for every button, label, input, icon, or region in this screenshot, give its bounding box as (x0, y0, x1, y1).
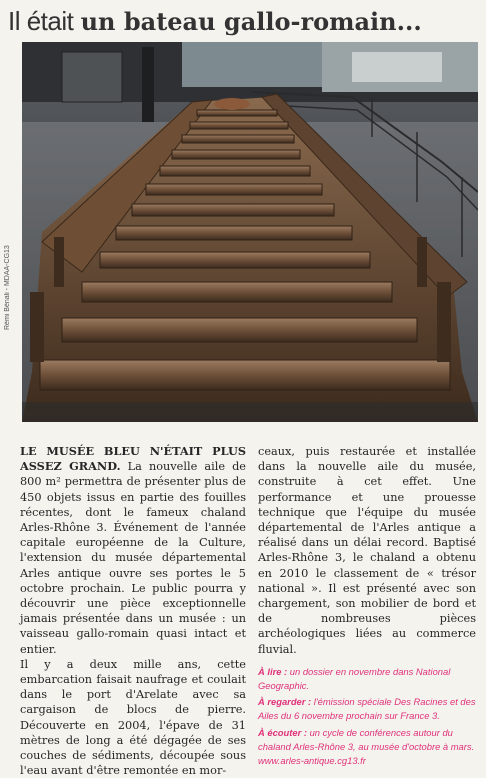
note-listen (258, 726, 476, 769)
notes-box (258, 665, 476, 768)
paragraph-1-text: La nouvelle aile de 800 m² permettra de présenter plus de 450 objets issus en partie des fouilles récentes, dont le fameux chaland Arles-Rhône 3. Événement de l'année capitale européenne de la Culture, l'extension du musée départemental Arles antique ouvre ses portes le 5 octobre prochain. Le public pourra y découvrir une pièce exceptionnelle jamais présentée dans un musée : un vaisseau gallo-romain quasi intact et entier. (20, 460, 246, 656)
headline-bold: un bateau gallo-romain... (80, 7, 422, 36)
note-read-label: À lire : (258, 665, 288, 677)
paragraph-2: Il y a deux mille ans, cette embarcation faisait naufrage et coulait dans le port d'Arelate avec sa cargaison de blocs de pierre. Découverte en 2004, l'épave de 31 mètres de long a été dégagée de ses couches de sédiments, découpée sous l'eau avant d'être remontée en mor- (20, 657, 246, 778)
boat-illustration (22, 42, 478, 422)
photo-credit: Rémi Bénali - MDAA-CG13 (4, 245, 11, 330)
note-read (258, 665, 476, 693)
note-listen-text: un cycle de conférences autour du chaland Arles-Rhône 3, au musée d'octobre à mars. www.arles-antique.cg13.fr (258, 726, 475, 767)
paragraph-1 (20, 444, 246, 657)
note-watch-label: À regarder : (258, 696, 312, 708)
note-watch-text: l'émission spéciale Des Racines et des Ailes du 6 novembre prochain sur France 3. (258, 696, 476, 722)
headline-light: Il était (8, 6, 74, 36)
column-left (20, 444, 246, 778)
column-right (258, 444, 476, 770)
note-watch (258, 695, 476, 723)
paragraph-2-continued: ceaux, puis restaurée et installée dans la nouvelle aile du musée, construite à cet effet. Une performance et une prouesse technique que l'équipe du musée départemental de l'Arles antique a réalisé dans un délai record. Baptisé Arles-Rhône 3, le chaland a obtenu en 2010 le classement de « trésor national ». Il est présenté avec son chargement, son mobilier de bord et de nombreuses pièces archéologiques liées au commerce fluvial. (258, 445, 476, 656)
note-listen-label: À écouter : (258, 726, 307, 738)
boat-photo (22, 42, 478, 422)
note-read-text: un dossier en novembre dans National Geographic. (258, 665, 451, 692)
headline (8, 4, 478, 38)
lead-in: LE MUSÉE BLEU N'ÉTAIT PLUS ASSEZ GRAND. (20, 444, 246, 474)
